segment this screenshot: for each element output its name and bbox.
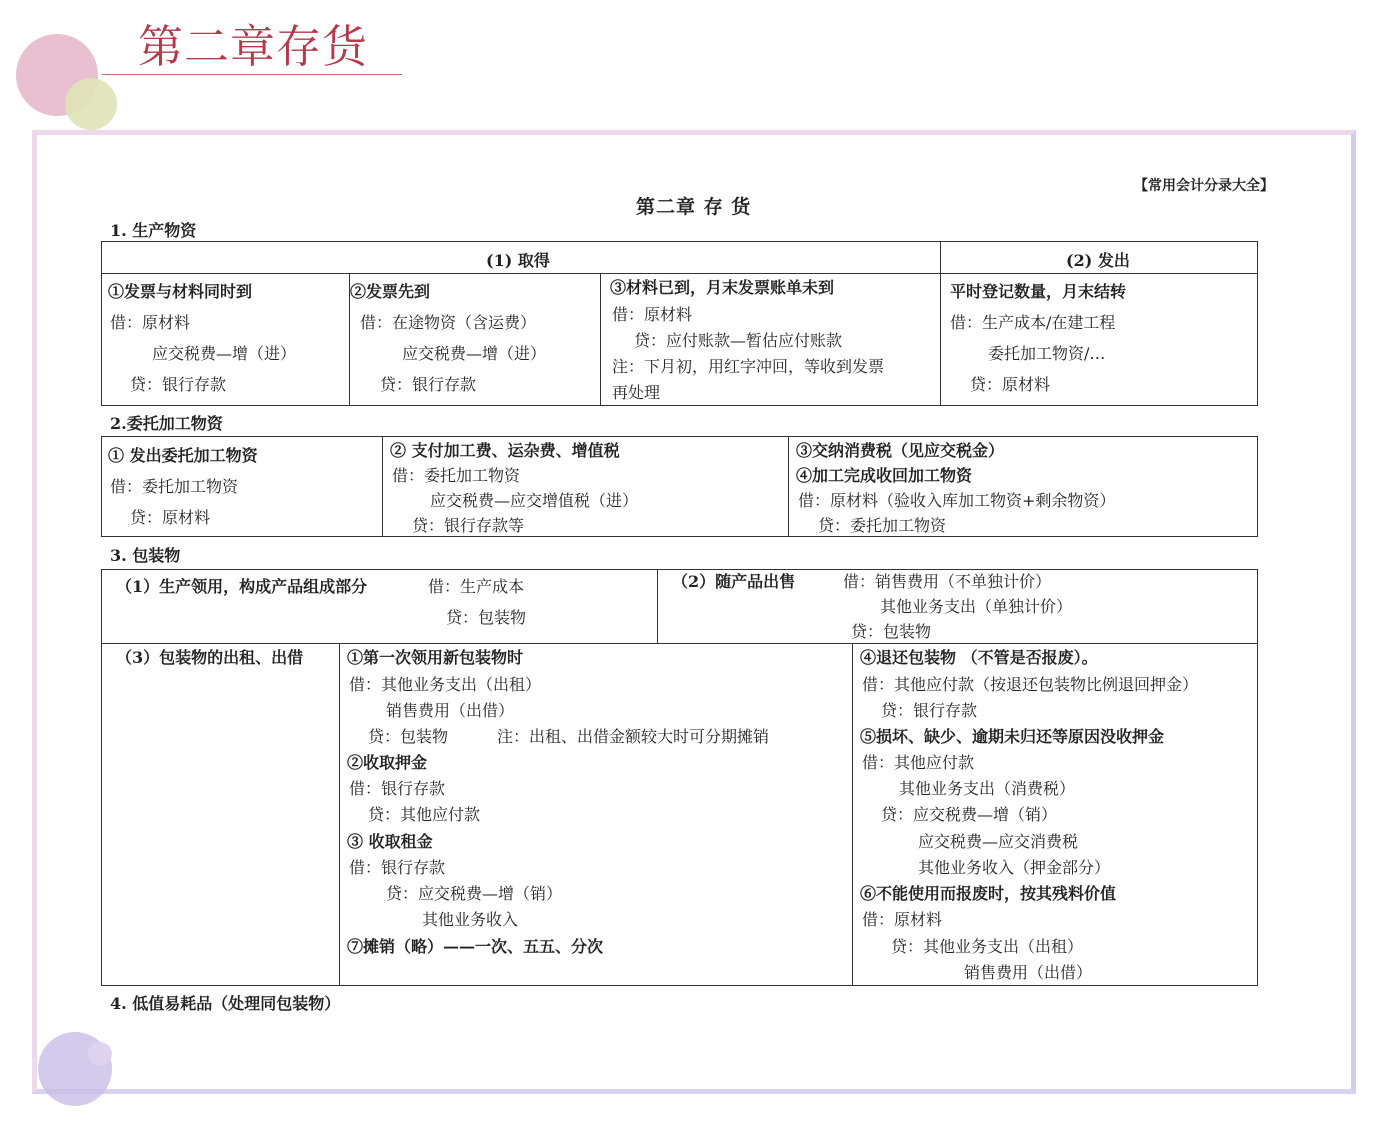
s1-c1-line2: 应交税费—增（进） bbox=[152, 344, 297, 363]
s3-r2b-line2: 销售费用（出借） bbox=[386, 701, 515, 720]
decorative-circle-lilac bbox=[88, 1042, 112, 1066]
decorative-circle-green bbox=[65, 78, 117, 130]
s2-c1-title: ① 发出委托加工物资 bbox=[108, 446, 258, 465]
s3-r2c-title1: ④退还包装物 （不管是否报废）。 bbox=[860, 648, 1098, 667]
divider bbox=[101, 643, 1258, 644]
s1-c3-note-cont: 再处理 bbox=[612, 383, 661, 402]
section3-heading: 3. 包装物 bbox=[110, 546, 181, 565]
divider bbox=[657, 569, 658, 643]
s3-r2b-line8: 其他业务收入 bbox=[422, 910, 519, 929]
s3-r1b-line3: 贷：包装物 bbox=[851, 622, 932, 641]
s1-c3-title: ③材料已到，月末发票账单未到 bbox=[610, 278, 835, 297]
s3-r2c-line9: 贷：其他业务支出（出租） bbox=[891, 937, 1084, 956]
s2-c3-line2: 贷：委托加工物资 bbox=[818, 516, 947, 535]
s3-r2b-line7: 贷：应交税费—增（销） bbox=[386, 884, 563, 903]
s3-r1b-title: （2）随产品出售 bbox=[672, 572, 796, 591]
s1-c1-line3: 贷：银行存款 bbox=[130, 375, 227, 394]
s2-c3-title2: ④加工完成收回加工物资 bbox=[796, 466, 973, 485]
divider bbox=[788, 436, 789, 537]
divider bbox=[852, 643, 853, 986]
issue-header: (2) 发出 bbox=[1066, 251, 1130, 270]
s1-c4-line3: 贷：原材料 bbox=[970, 375, 1051, 394]
s1-c4-title: 平时登记数量，月末结转 bbox=[950, 282, 1127, 301]
s3-r1b-line1: 借：销售费用（不单独计价） bbox=[843, 572, 1052, 591]
s1-c3-line1: 借：原材料 bbox=[612, 305, 693, 324]
section4-heading: 4. 低值易耗品（处理同包装物） bbox=[110, 994, 341, 1013]
s3-r2b-title3: ③ 收取租金 bbox=[347, 832, 433, 851]
acquire-header: (1) 取得 bbox=[486, 251, 550, 270]
banner-title: 第二章存货 bbox=[138, 20, 369, 73]
s2-c2-line2: 应交税费—应交增值税（进） bbox=[430, 491, 639, 510]
s2-c2-title: ② 支付加工费、运杂费、增值税 bbox=[390, 441, 620, 460]
s3-r2c-line6: 应交税费—应交消费税 bbox=[918, 832, 1079, 851]
s3-r2b-title4: ⑦摊销（略）——一次、五五、分次 bbox=[347, 937, 604, 956]
s1-c2-line1: 借：在途物资（含运费） bbox=[360, 313, 537, 332]
divider bbox=[382, 436, 383, 537]
s3-r2c-line7: 其他业务收入（押金部分） bbox=[918, 858, 1111, 877]
s3-r2c-line10: 销售费用（出借） bbox=[964, 963, 1093, 982]
s1-c3-line2: 贷：应付账款—暂估应付账款 bbox=[634, 331, 843, 350]
s3-r2b-line3: 贷：包装物 bbox=[368, 727, 449, 746]
s3-r2b-note: 注：出租、出借金额较大时可分期摊销 bbox=[497, 727, 770, 746]
s3-r2c-line2: 贷：银行存款 bbox=[881, 701, 978, 720]
s1-c4-line1: 借：生产成本/在建工程 bbox=[950, 313, 1116, 332]
s2-c2-line3: 贷：银行存款等 bbox=[412, 516, 525, 535]
s1-c4-line2: 委托加工物资/… bbox=[988, 344, 1106, 363]
s2-c1-line1: 借：委托加工物资 bbox=[110, 477, 239, 496]
s3-r2c-title3: ⑥不能使用而报废时，按其残料价值 bbox=[860, 884, 1117, 903]
section2-heading: 2.委托加工物资 bbox=[110, 414, 223, 433]
s3-r2b-line1: 借：其他业务支出（出租） bbox=[349, 675, 542, 694]
divider bbox=[339, 643, 340, 986]
s2-c2-line1: 借：委托加工物资 bbox=[392, 466, 521, 485]
s1-c1-title: ①发票与材料同时到 bbox=[108, 282, 253, 301]
s3-r1b-line2: 其他业务支出（单独计价） bbox=[880, 597, 1073, 616]
banner-underline bbox=[102, 74, 402, 75]
s3-r2b-title1: ①第一次领用新包装物时 bbox=[347, 648, 524, 667]
s3-r2c-line4: 其他业务支出（消费税） bbox=[899, 779, 1076, 798]
section1-heading: 1. 生产物资 bbox=[110, 221, 197, 240]
source-label: 【常用会计分录大全】 bbox=[1134, 178, 1274, 194]
s1-c3-note: 注：下月初，用红字冲回，等收到发票 bbox=[612, 357, 885, 376]
s1-c2-line3: 贷：银行存款 bbox=[380, 375, 477, 394]
s3-r2c-line5: 贷：应交税费—增（销） bbox=[881, 805, 1058, 824]
s2-c3-title1: ③交纳消费税（见应交税金） bbox=[796, 441, 1005, 460]
s1-c2-title: ②发票先到 bbox=[350, 282, 431, 301]
s3-r1a-line2: 贷：包装物 bbox=[446, 608, 527, 627]
s3-r2c-line1: 借：其他应付款（按退还包装物比例退回押金） bbox=[862, 675, 1199, 694]
s3-r1a-title: （1）生产领用，构成产品组成部分 bbox=[116, 577, 368, 596]
section3-table bbox=[101, 569, 1258, 986]
s3-r2c-title2: ⑤损坏、缺少、逾期未归还等原因没收押金 bbox=[860, 727, 1165, 746]
s3-r2a-title: （3）包装物的出租、出借 bbox=[116, 648, 304, 667]
divider bbox=[600, 273, 601, 406]
s1-c1-line1: 借：原材料 bbox=[110, 313, 191, 332]
s3-r2b-line4: 借：银行存款 bbox=[349, 779, 446, 798]
divider bbox=[940, 241, 941, 406]
s3-r2b-line5: 贷：其他应付款 bbox=[368, 805, 481, 824]
divider bbox=[101, 273, 1258, 274]
s1-c2-line2: 应交税费—增（进） bbox=[402, 344, 547, 363]
section2-table bbox=[101, 436, 1258, 537]
s2-c3-line1: 借：原材料（验收入库加工物资+剩余物资） bbox=[798, 491, 1116, 510]
s3-r2c-line8: 借：原材料 bbox=[862, 910, 943, 929]
s3-r2c-line3: 借：其他应付款 bbox=[862, 753, 975, 772]
s3-r2b-line6: 借：银行存款 bbox=[349, 858, 446, 877]
s3-r2b-title2: ②收取押金 bbox=[347, 753, 428, 772]
s3-r1a-line1: 借：生产成本 bbox=[428, 577, 525, 596]
s2-c1-line2: 贷：原材料 bbox=[130, 508, 211, 527]
doc-title: 第二章 存 货 bbox=[636, 196, 752, 218]
